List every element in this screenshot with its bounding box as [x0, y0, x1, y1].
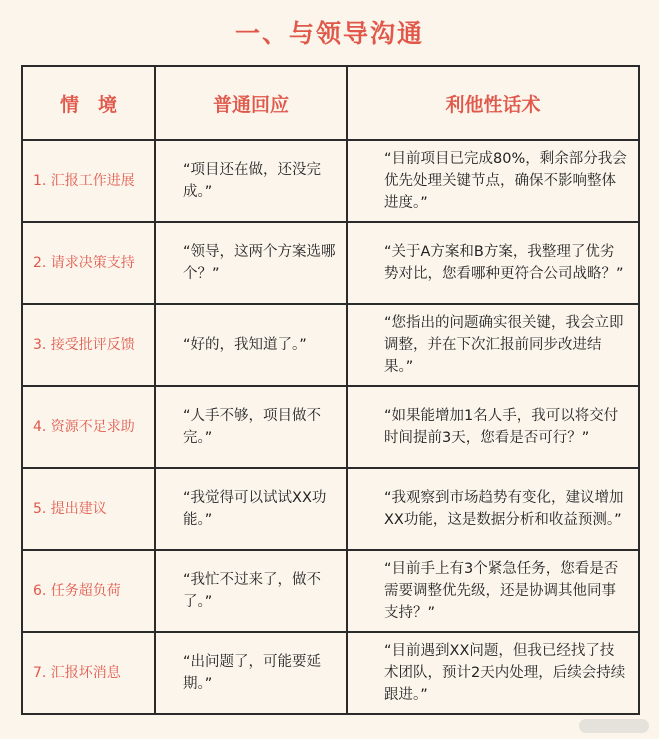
watermark: [579, 719, 649, 733]
plain-response-cell: “好的，我知道了。”: [155, 304, 347, 386]
situation-cell: 5. 提出建议: [22, 468, 155, 550]
table-row: [22, 632, 639, 714]
situation-cell: 1. 汇报工作进展: [22, 140, 155, 222]
situation-cell: 7. 汇报坏消息: [22, 632, 155, 714]
plain-response-cell: “我觉得可以试试XX功能。”: [155, 468, 347, 550]
plain-response-cell: “领导，这两个方案选哪个？”: [155, 222, 347, 304]
table-row: [22, 386, 639, 468]
table-row: [22, 550, 639, 632]
altruistic-phrasing-cell: “目前手上有3个紧急任务，您看是否需要调整优先级，还是协调其他同事支持？”: [347, 550, 639, 632]
altruistic-phrasing-cell: “您指出的问题确实很关键，我会立即调整，并在下次汇报前同步改进结果。”: [347, 304, 639, 386]
header-situation: 情 境: [22, 66, 155, 140]
situation-cell: 2. 请求决策支持: [22, 222, 155, 304]
situation-cell: 4. 资源不足求助: [22, 386, 155, 468]
altruistic-phrasing-cell: “如果能增加1名人手，我可以将交付时间提前3天，您看是否可行？”: [347, 386, 639, 468]
situation-cell: 3. 接受批评反馈: [22, 304, 155, 386]
table-row: [22, 140, 639, 222]
plain-response-cell: “人手不够，项目做不完。”: [155, 386, 347, 468]
table-row: [22, 222, 639, 304]
header-plain-response: 普通回应: [155, 66, 347, 140]
table-row: [22, 468, 639, 550]
communication-table: [21, 65, 640, 715]
header-altruistic-phrasing: 利他性话术: [347, 66, 639, 140]
altruistic-phrasing-cell: “我观察到市场趋势有变化，建议增加XX功能，这是数据分析和收益预测。”: [347, 468, 639, 550]
plain-response-cell: “我忙不过来了，做不了。”: [155, 550, 347, 632]
situation-cell: 6. 任务超负荷: [22, 550, 155, 632]
page-title: 一、与领导沟通: [234, 19, 424, 48]
altruistic-phrasing-cell: “关于A方案和B方案，我整理了优劣势对比，您看哪种更符合公司战略？”: [347, 222, 639, 304]
table-header-row: [22, 66, 639, 140]
altruistic-phrasing-cell: “目前项目已完成80%，剩余部分我会优先处理关键节点，确保不影响整体进度。”: [347, 140, 639, 222]
table-row: [22, 304, 639, 386]
altruistic-phrasing-cell: “目前遇到XX问题，但我已经找了技术团队，预计2天内处理，后续会持续跟进。”: [347, 632, 639, 714]
plain-response-cell: “出问题了，可能要延期。”: [155, 632, 347, 714]
plain-response-cell: “项目还在做，还没完成。”: [155, 140, 347, 222]
